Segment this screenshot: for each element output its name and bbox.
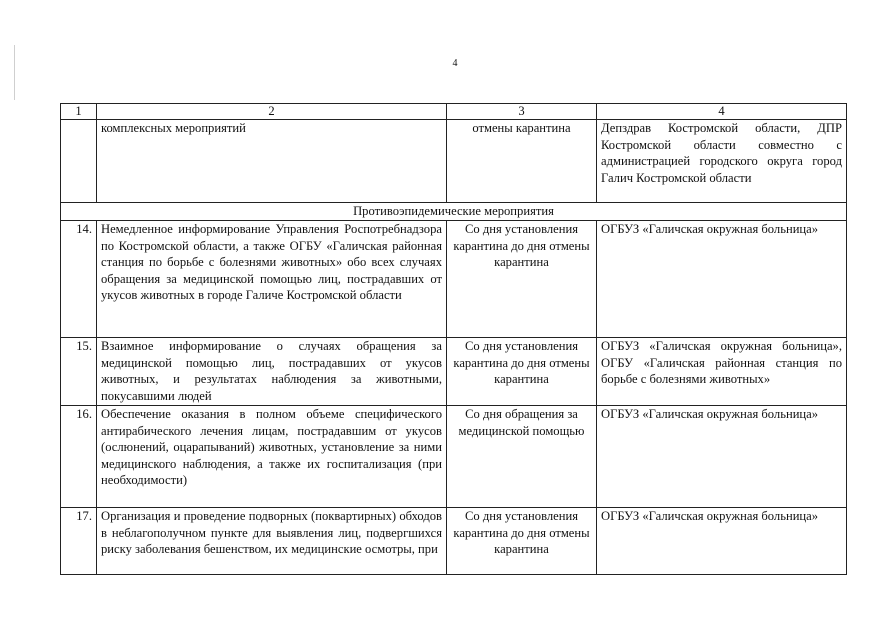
row-description: комплексных мероприятий [97, 120, 447, 203]
header-cell-number: 1 [61, 104, 97, 120]
row-responsible: ОГБУЗ «Галичская окружная больница» [597, 406, 847, 508]
page-number: 4 [452, 58, 458, 69]
row-number: 16. [61, 406, 97, 508]
row-number: 14. [61, 221, 97, 338]
row-number [61, 120, 97, 203]
row-term: Со дня установления карантина до дня отмены карантина [447, 338, 597, 406]
row-responsible: ОГБУЗ «Галичская окружная больница» [597, 508, 847, 575]
row-description: Взаимное информирование о случаях обращения за медицинской помощью лиц, пострадавших от укусов животных, и результатах наблюдения за животными, покусавшими людей [97, 338, 447, 406]
header-cell-description: 2 [97, 104, 447, 120]
row-responsible: Депздрав Костромской области, ДПР Костромской области совместно с администрацией городского округа город Галич Костромской области [597, 120, 847, 203]
row-responsible: ОГБУЗ «Галичская окружная больница» [597, 221, 847, 338]
measures-table [60, 103, 847, 575]
row-term: отмены карантина [447, 120, 597, 203]
row-number: 17. [61, 508, 97, 575]
row-number: 15. [61, 338, 97, 406]
table-header-row [61, 104, 847, 120]
table-row [61, 508, 847, 575]
row-term: Со дня установления карантина до дня отмены карантина [447, 508, 597, 575]
row-term: Со дня обращения за медицинской помощью [447, 406, 597, 508]
scan-margin-mark [14, 45, 15, 100]
table-row-continuation [61, 120, 847, 203]
table-row [61, 221, 847, 338]
table-row [61, 338, 847, 406]
section-title: Противоэпидемические мероприятия [61, 203, 847, 221]
row-description: Организация и проведение подворных (поквартирных) обходов в неблагополучном пункте для выявления лиц, подвергшихся риску заболевания бешенством, их медицинские осмотры, при [97, 508, 447, 575]
header-cell-term: 3 [447, 104, 597, 120]
row-description: Немедленное информирование Управления Роспотребнадзора по Костромской области, а также ОГБУ «Галичская районная станция по борьбе с болезнями животных» обо всех случаях обращения за медицинской помощью лиц, пострадавших от укусов животных в городе Галиче Костромской области [97, 221, 447, 338]
row-responsible: ОГБУЗ «Галичская окружная больница», ОГБУ «Галичская районная станция по борьбе с болезнями животных» [597, 338, 847, 406]
row-description: Обеспечение оказания в полном объеме специфического антирабического лечения лицам, пострадавшим от укусов (ослюнений, оцарапываний) животных, установление за ними медицинского наблюдения, а также их госпитализация (при необходимости) [97, 406, 447, 508]
section-header-row [61, 203, 847, 221]
table-row [61, 406, 847, 508]
header-cell-responsible: 4 [597, 104, 847, 120]
row-term: Со дня установления карантина до дня отмены карантина [447, 221, 597, 338]
